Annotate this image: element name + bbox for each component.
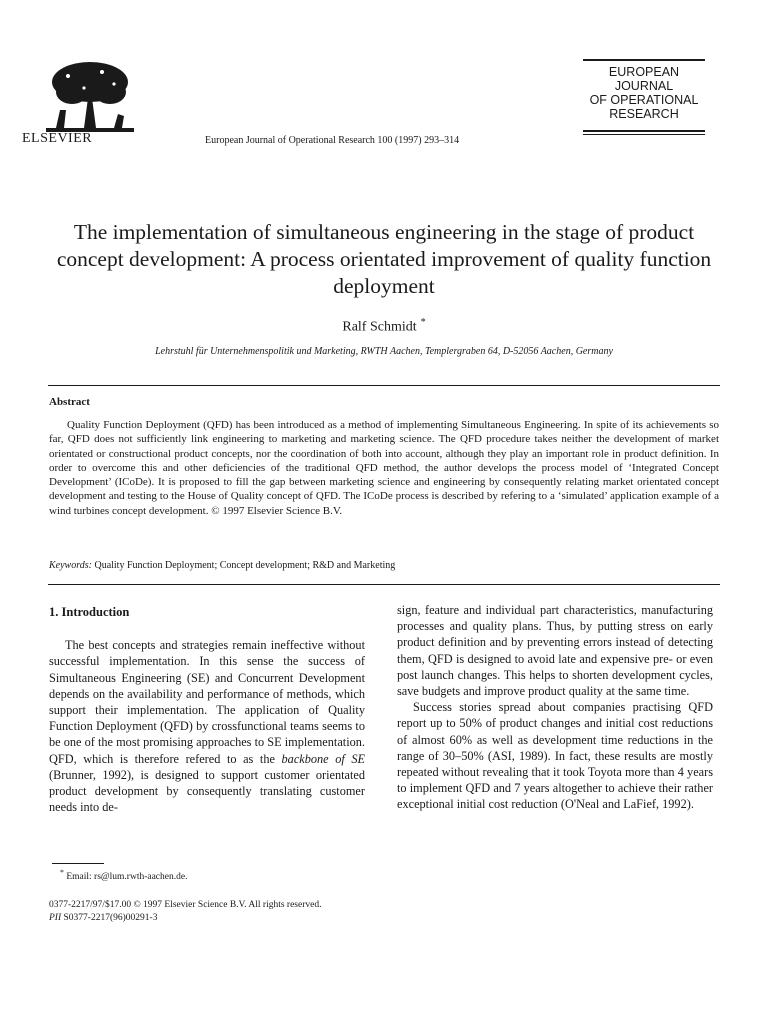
author <box>0 317 768 336</box>
footnote-email: Email: rs@lum.rwth-aachen.de. <box>66 872 188 883</box>
journal-name-line: OF OPERATIONAL <box>589 93 699 107</box>
intro-paragraph <box>49 637 365 815</box>
keywords-text: Quality Function Deployment; Concept development; R&D and Marketing <box>94 560 396 571</box>
author-affiliation: Lehrstuhl für Unternehmenspolitik und Marketing, RWTH Aachen, Templergraben 64, D-52056 Aachen, Germany <box>155 346 613 357</box>
footnote-mark: * <box>60 868 64 877</box>
left-column <box>49 604 365 815</box>
right-column <box>397 602 713 813</box>
abstract-heading: Abstract <box>49 396 90 408</box>
copyright-line: 0377-2217/97/$17.00 © 1997 Elsevier Science B.V. All rights reserved. <box>49 900 322 910</box>
paragraph-success-stories: Success stories spread about companies practising QFD report up to 50% of product changes and initial cost reductions of almost 60% as well as development time reductions in the range of 30–50% (ASI, 1989). In fact, these results are mostly repeated without revealing that it took Toyota more than 4 years to implement QFD and 7 years altogether to achieve their rather exceptional initial cost reduction (O'Neal and LaFief, 1992). <box>397 700 713 812</box>
pii-value: S0377-2217(96)00291-3 <box>63 913 158 923</box>
intro-text: The best concepts and strategies remain ineffective without successful implementation. In this sense the success of Simultaneous Engineering (SE) and Concurrent Development depends on the availability and performance of methods, which support their implementation. The application of Quality Function Deployment (QFD) by crossfunctional teams seems to be one of the most promising approaches to SE implementation. QFD, which is therefore refered to as the <box>49 638 365 766</box>
journal-reference: European Journal of Operational Research 100 (1997) 293–314 <box>205 135 460 146</box>
abstract-text: Quality Function Deployment (QFD) has been introduced as a method of implementing Simultaneous Engineering. In spite of its achievements so far, QFD does not sufficiently link engineering to marketing and marketing science. The QFD procedure takes neither the development of market orientated or constructional product concepts, nor the coordination of both into account, although they play an important role in product definition. In order to overcome this and other deficiencies of the traditional QFD method, the author develops the process model of ‘Integrated Concept Development’ (ICoDe). It is proposed to fill the gap between marketing science and engineering by consequently relating market orientated concept development and testing to the House of Quality concept of QFD. The ICoDe process is described by refering to a ‘simulated’ application example of a wind turbines concept development. © 1997 Elsevier Science B.V. <box>49 419 719 517</box>
pii-label: PII <box>49 913 62 923</box>
journal-name-line: EUROPEAN <box>608 65 680 79</box>
journal-brand <box>583 58 705 135</box>
footnote-rule <box>52 863 104 864</box>
journal-name-line: JOURNAL <box>614 79 674 93</box>
author-footnote-mark: * <box>420 317 426 328</box>
brand-top-rule <box>583 59 705 61</box>
footnote <box>60 868 187 882</box>
copyright-block <box>49 899 321 925</box>
paragraph-continued: sign, feature and individual part characteristics, manufacturing processes and quality plans. Thus, by putting stress on early product definition and by preventing errors instead of detecting them, QFD is designed to avoid late and expensive pre- or even post launch changes. This helps to shorten development cycles, save budgets and improve product quality at the same time. <box>397 603 713 699</box>
intro-text-end: (Brunner, 1992), is designed to support customer orientated product development by consequently translating customer needs into de- <box>49 767 365 815</box>
intro-emphasis: backbone of SE <box>281 751 365 766</box>
keywords-label: Keywords: <box>49 560 92 571</box>
keywords <box>49 560 395 571</box>
brand-bottom-rule <box>583 130 705 135</box>
article-title: The implementation of simultaneous engineering in the stage of product concept development: A process orientated improvement of quality function deployment <box>56 220 712 298</box>
journal-name-line: RESEARCH <box>609 107 679 121</box>
divider-bottom <box>48 584 720 585</box>
publisher-name: ELSEVIER <box>22 131 93 146</box>
pii-line <box>49 912 321 925</box>
author-name: Ralf Schmidt <box>342 319 417 335</box>
divider-top <box>48 385 720 386</box>
elsevier-tree-logo-icon <box>44 58 136 136</box>
section-heading: 1. Introduction <box>49 605 130 619</box>
journal-name <box>583 62 705 124</box>
